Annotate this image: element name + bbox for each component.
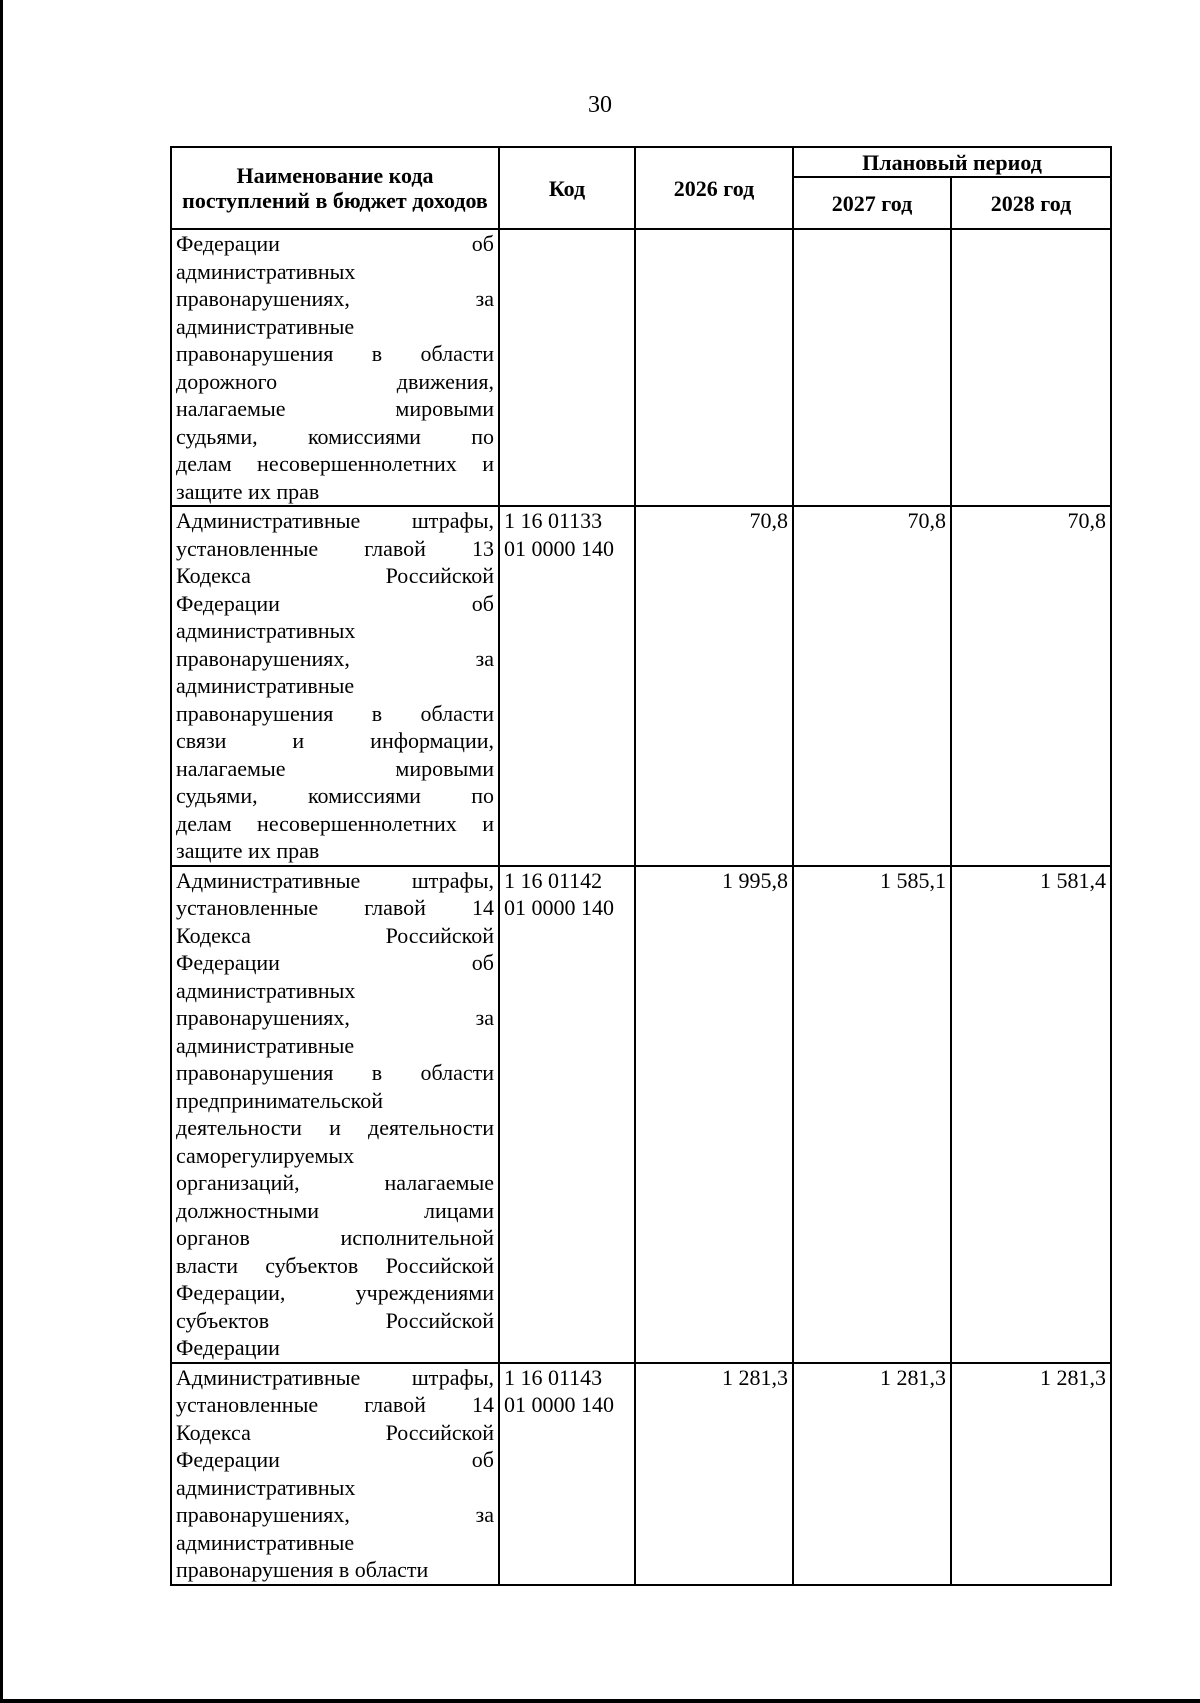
revenue-name-line: правонарушения в области bbox=[176, 700, 494, 726]
amount-2026-cell bbox=[635, 229, 793, 506]
revenue-name-line: административные bbox=[176, 673, 355, 698]
revenue-code-cell bbox=[499, 229, 635, 506]
header-year-2028: 2028 год bbox=[951, 177, 1111, 229]
revenue-name-line: правонарушениях, за bbox=[176, 645, 494, 671]
revenue-name-line: правонарушениях, за bbox=[176, 1005, 494, 1030]
revenue-name-line: органов исполнительной bbox=[176, 1225, 494, 1250]
amount-2027-cell: 1 281,3 bbox=[793, 1363, 951, 1585]
revenue-name-line: Федерации bbox=[176, 1335, 280, 1360]
revenue-name-line: судьями, комиссиями по bbox=[176, 423, 494, 449]
scan-border-left bbox=[0, 0, 3, 1703]
revenue-name-cell bbox=[171, 866, 499, 1363]
revenue-code-cell bbox=[499, 506, 635, 866]
revenue-name-line: Федерации об bbox=[176, 590, 494, 616]
header-year-2026: 2026 год bbox=[635, 147, 793, 229]
amount-2028-cell: 1 581,4 bbox=[951, 866, 1111, 1363]
amount-2028-cell bbox=[951, 229, 1111, 506]
revenue-name-line: административные bbox=[176, 1032, 355, 1058]
page-number: 30 bbox=[588, 92, 612, 118]
revenue-code: 1 16 01143 01 0000 140 bbox=[504, 1364, 614, 1417]
revenue-name-line: власти субъектов Российской bbox=[176, 1252, 494, 1278]
header-planned-period: Плановый период bbox=[793, 147, 1111, 177]
revenue-name-line: правонарушения в области bbox=[176, 341, 494, 366]
table-row bbox=[171, 229, 1111, 506]
amount-2026-cell: 1 281,3 bbox=[635, 1363, 793, 1585]
scan-border-bottom bbox=[0, 1699, 1200, 1703]
revenue-name-line: защите их прав bbox=[176, 838, 320, 863]
table-row bbox=[171, 506, 1111, 866]
revenue-name-line: саморегулируемых bbox=[176, 1142, 355, 1168]
amount-2026-cell: 1 995,8 bbox=[635, 866, 793, 1363]
revenue-table bbox=[170, 146, 1112, 1586]
revenue-name-line: правонарушения в области bbox=[176, 1557, 429, 1582]
amount-2027-cell: 1 585,1 bbox=[793, 866, 951, 1363]
table-row bbox=[171, 1363, 1111, 1585]
revenue-name-line: дорожного движения, bbox=[176, 368, 494, 394]
revenue-name-line: налагаемые мировыми bbox=[176, 396, 494, 421]
revenue-name-line: деятельности и деятельности bbox=[176, 1115, 494, 1140]
revenue-name-line: судьями, комиссиями по bbox=[176, 783, 494, 808]
header-name: Наименование кода поступлений в бюджет доходов bbox=[171, 147, 499, 229]
revenue-name-line: Административные штрафы, bbox=[176, 1364, 494, 1390]
revenue-name-line: установленные главой 14 bbox=[176, 1392, 494, 1417]
amount-2028-cell: 70,8 bbox=[951, 506, 1111, 866]
amount-2026-cell: 70,8 bbox=[635, 506, 793, 866]
revenue-name-line: административные bbox=[176, 1529, 355, 1555]
revenue-name-line: субъектов Российской bbox=[176, 1307, 494, 1333]
revenue-name-line: Кодекса Российской bbox=[176, 1419, 494, 1445]
amount-2027-cell: 70,8 bbox=[793, 506, 951, 866]
revenue-name-line: Административные штрафы, bbox=[176, 867, 494, 893]
revenue-code-cell bbox=[499, 866, 635, 1363]
revenue-name-line: правонарушениях, за bbox=[176, 286, 494, 311]
revenue-name-line: установленные главой 14 bbox=[176, 895, 494, 920]
header-code: Код bbox=[499, 147, 635, 229]
amount-2028-cell: 1 281,3 bbox=[951, 1363, 1111, 1585]
revenue-name-cell bbox=[171, 229, 499, 506]
header-year-2027: 2027 год bbox=[793, 177, 951, 229]
revenue-name-line: административных bbox=[176, 258, 356, 284]
amount-2027-cell bbox=[793, 229, 951, 506]
revenue-name-line: Федерации об bbox=[176, 1447, 494, 1472]
revenue-name-line: делам несовершеннолетних и bbox=[176, 451, 494, 476]
table-body bbox=[171, 229, 1111, 1585]
revenue-name-line: защите их прав bbox=[176, 478, 320, 504]
revenue-name-line: административных bbox=[176, 1474, 356, 1500]
revenue-name-line: Кодекса Российской bbox=[176, 563, 494, 588]
revenue-name-line: административных bbox=[176, 977, 356, 1003]
revenue-name-line: связи и информации, bbox=[176, 728, 494, 753]
table-row bbox=[171, 866, 1111, 1363]
revenue-name-line: организаций, налагаемые bbox=[176, 1170, 494, 1195]
revenue-name-line: делам несовершеннолетних и bbox=[176, 810, 494, 836]
revenue-name-line: Федерации об bbox=[176, 231, 494, 256]
revenue-name-line: правонарушения в области bbox=[176, 1060, 494, 1085]
revenue-code: 1 16 01133 01 0000 140 bbox=[504, 508, 614, 561]
revenue-name-line: Федерации, учреждениями bbox=[176, 1280, 494, 1305]
revenue-name-line: административных bbox=[176, 618, 356, 643]
revenue-name-line: правонарушениях, за bbox=[176, 1502, 494, 1527]
revenue-name-line: установленные главой 13 bbox=[176, 535, 494, 561]
revenue-name-line: Кодекса Российской bbox=[176, 922, 494, 948]
revenue-name-cell bbox=[171, 1363, 499, 1585]
revenue-name-line: предпринимательской bbox=[176, 1087, 384, 1113]
revenue-name-cell bbox=[171, 506, 499, 866]
revenue-name-line: административные bbox=[176, 313, 355, 339]
revenue-name-line: налагаемые мировыми bbox=[176, 755, 494, 781]
revenue-name-line: Федерации об bbox=[176, 950, 494, 975]
revenue-code: 1 16 01142 01 0000 140 bbox=[504, 867, 614, 920]
revenue-name-line: должностными лицами bbox=[176, 1197, 494, 1223]
revenue-name-line: Административные штрафы, bbox=[176, 508, 494, 533]
revenue-code-cell bbox=[499, 1363, 635, 1585]
